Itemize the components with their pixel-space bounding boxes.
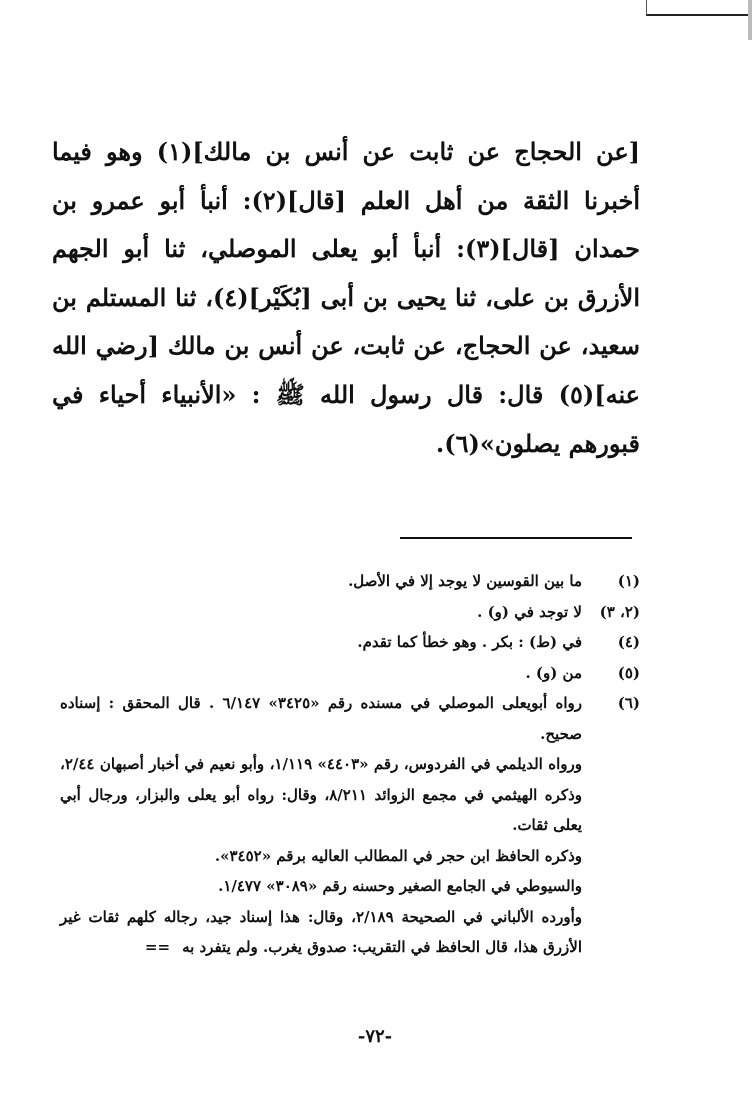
- footnote-number: (٢، ٣): [599, 602, 640, 621]
- footnote-text: لا توجد في (و) .: [477, 602, 582, 621]
- footnote-6: [60, 688, 640, 749]
- footnote-4: [60, 627, 640, 658]
- footnote-number: (٦): [617, 694, 640, 712]
- footnote-text: ما بين القوسين لا يوجد إلا في الأصل.: [348, 572, 582, 590]
- footnote-number: (٤): [617, 633, 640, 651]
- footnote-6-continuation-1: ورواه الديلمي في الفردوس، رقم «٤٤٠٣» ١/١١٩، وأبو نعيم في أخبار أصبهان ٢/٤٤، وذكره الهيثمي في مجمع الزوائد ٨/٢١١، وقال: رواه أبو يعلى والبزار، ورجال أبي يعلى ثقات.: [60, 755, 582, 834]
- footnote-6-continuation-4: [60, 902, 640, 963]
- footnote-5: [60, 658, 640, 689]
- footnote-6-continuation-2: وذكره الحافظ ابن حجر في المطالب العاليه برقم «٣٤٥٢».: [214, 846, 582, 865]
- page-corner-mark: [646, 0, 752, 16]
- continuation-marker: ==: [144, 938, 171, 956]
- page-edge-mark: [748, 0, 752, 40]
- footnotes-section: [60, 566, 640, 963]
- footnote-1: [60, 566, 640, 597]
- page-number: -٧٢-: [357, 1026, 393, 1047]
- footnote-text: في (ط) : بكر . وهو خطأ كما تقدم.: [357, 633, 582, 651]
- footnote-number: (٥): [617, 663, 640, 682]
- main-paragraph: [عن الحجاج عن ثابت عن أنس بن مالك](١) وهو فيما أخبرنا الثقة من أهل العلم [قال](٢): أنبأ أبو عمرو بن حمدان [قال](٣): أنبأ أبو يعلى الموصلي، ثنا أبو الجهم الأزرق بن على، ثنا يحيى بن أبى [بُكَيْر](٤)، ثنا المستلم بن سعيد، عن الحجاج، عن ثابت، عن أنس بن مالك [رضي الله عنه](٥) قال: قال رسول الله ﷺ : «الأنبياء أحياء في قبورهم يصلون»(٦).: [52, 137, 641, 458]
- footnote-text: من (و) .: [525, 663, 582, 682]
- footnote-6-continuation-3: والسيوطي في الجامع الصغير وحسنه رقم «٣٠٨٩» ١/٤٧٧.: [218, 877, 582, 895]
- footnote-2-3: [60, 597, 640, 628]
- footnote-text: رواه أبويعلى الموصلي في مسنده رقم «٣٤٢٥» ٦/١٤٧ . قال المحقق : إسناده صحيح.: [60, 694, 582, 743]
- footnote-continuation-text: وأورده الألباني في الصحيحة ٢/١٨٩، وقال: هذا إسناد جيد، رجاله كلهم ثقات غير الأزرق هذا، قال الحافظ في التقريب: صدوق يغرب. ولم يتفرد به: [60, 907, 582, 956]
- footnote-number: (١): [617, 572, 640, 590]
- main-text-body: [52, 128, 640, 468]
- footnote-divider: [400, 537, 632, 539]
